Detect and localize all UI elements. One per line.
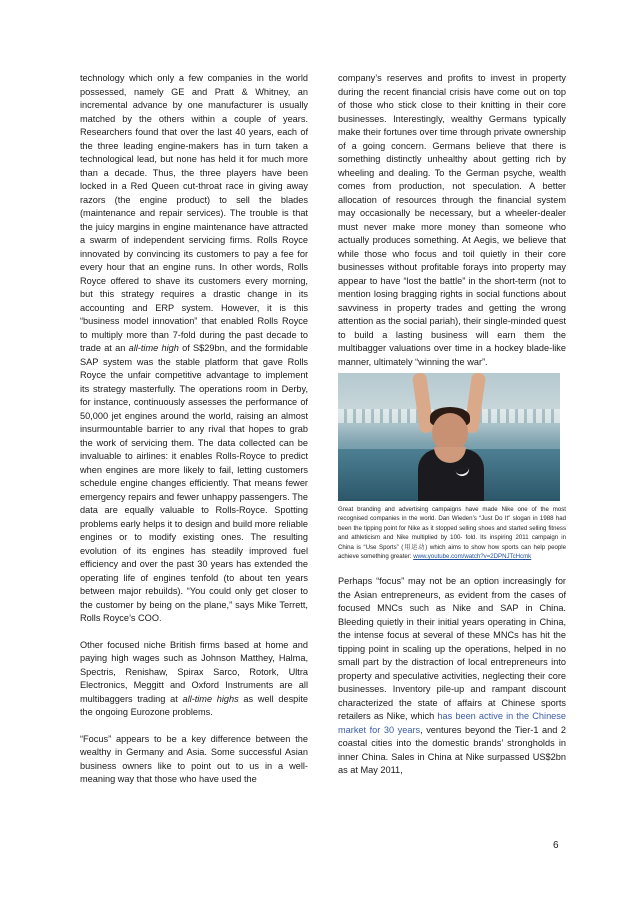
- paragraph-asian-focus: Perhaps “focus” may not be an option increasingly for the Asian entrepreneurs, as evident from the cases of focused MNCs such as Nike and SAP in China. Bleeding quietly in their initial years operating in China, the intense focus at several of these MNCs has hit the tipping point in scaling up the operations, helped in no small part by the distraction of local entrepreneurs into property and speculative activities, neglecting their core businesses. Inventory pile-up and rampant discount characterized the state of affairs at Chinese sports retailers as Nike, which has been active in the Chinese market for 30 years, ventures beyond the Tier-1 and 2 coastal cities into the domestic brands’ strongholds in inner China. Sales in China at Nike surpassed US$2bn as at May 2011,: [338, 576, 566, 776]
- paragraph-focus: “Focus” appears to be a key difference between the wealthy in Germany and Asia. Some successful Asian business owners like to point out to us in a well-meaning way that those who have used the: [80, 733, 308, 784]
- right-column: [338, 72, 566, 778]
- paragraph-british-firms: Other focused niche British firms based at home and paying high wages such as Johnson Matthey, Halma, Spectris, Renishaw, Spirax Sarco, Rotork, Ultra Electronics, Meggitt and Oxford Instruments are all multibaggers trading at all-time highs as well despite the ongoing Eurozone problems.: [80, 639, 308, 717]
- emphasis-text: all-time high: [128, 343, 179, 353]
- nike-athlete-photo: [338, 373, 560, 501]
- photo-caption: Great branding and advertising campaigns have made Nike one of the most recognised companies in the world. Dan Wieden’s “Just Do It” slogan in 1988 had been the tipping point for Nike as it stopped selling shoes and started selling fitness and athleticism and Nike multiplied by 100- fold. Its inspiring 2011 campaign in China is “Use Sports” (用运动) which aims to show how sports can help people achieve something greater: www.youtube.com/watch?v=2DPNJTcHcmk: [338, 506, 566, 561]
- page-number: 6: [553, 840, 559, 851]
- youtube-link[interactable]: www.youtube.com/watch?v=2DPNJTcHcmk: [413, 553, 532, 561]
- paragraph-rolls-royce: technology which only a few companies in the world possessed, namely GE and Pratt & Whitney, an incremental advance by one manufacturer is usually matched by the others within a couple of years. Researchers found that over the last 40 years, each of the three leading engine-makers has in turn taken a technological lead, but none has held it for much more than a decade. Thus, the three players have been locked in a Red Queen cut-throat race in giving away razors (the engine product) to sell the blades (maintenance and repair services). The trouble is that the juicy margins in engine maintenance have attracted a swarm of independent servicing firms. Rolls Royce innovated by convincing its customers to pay a fee for every hour that an engine runs. In other words, Rolls Royce offered to shave its customers every morning, but this strategy requires a drastic change in its accounting and ERP system. However, it is this “business model innovation” that enabled Rolls Royce to multiply more than 7-fold during the past decade to trade at an all-time high of S$29bn, and the formidable SAP system was the stable platform that gave Rolls Royce the unfair competitive advantage to implement its strategy masterfully. The operations room in Derby, for instance, continuously assesses the performance of 50,000 jet engines around the world, raising an almost insurmountable barrier to any rival that hopes to grab the work of servicing them. The data collected can be invaluable to airlines: it enables Rolls-Royce to predict when engines are more likely to fail, letting customers schedule engine changes efficiently. That means fewer emergency repairs and fewer unhappy passengers. The data are equally valuable to Rolls-Royce. Spotting problems early helps it to design and build more reliable engines or to modify existing ones. The resulting evolution of its engines has steadily improved fuel efficiency and over the past 30 years has extended the operating life of engines tenfold (to about ten years between major rebuilds). “You could only get closer to the customer by being on the plane,” says Mike Terrett, Rolls Royce’s COO.: [80, 73, 308, 623]
- highlighted-text: has been active in the Chinese market for 30 years: [338, 711, 566, 735]
- paragraph-german-wealth: company’s reserves and profits to invest in property during the recent financial crisis have come out on top of those who stick close to their knitting in their core businesses. Interestingly, wealthy Germans typically make their fortunes over time through private ownership of a going concern. Germans believe that there is something distinctly unhealthy about getting rich by wheeling and dealing. To the German psyche, wealth comes from production, not speculation. A better allocation of resources through the financial system may occasionally be necessary, but a wheeler-dealer must never make more money than someone who actually produces something. At Aegis, we believe that while those who focus and toil quietly in their core businesses without profitable forays into property may appear to have “lost the battle” in the short-term (not to mention losing bragging rights in social functions about savviness in property trades and getting the wrong attention as the social pariah), their single-minded quest to build a lasting business will earn them the multibagger valuations over time in a hockey blade-like manner, ultimately “winning the war”.: [338, 73, 566, 367]
- left-column: [80, 72, 308, 787]
- emphasis-text: all-time highs: [182, 693, 239, 704]
